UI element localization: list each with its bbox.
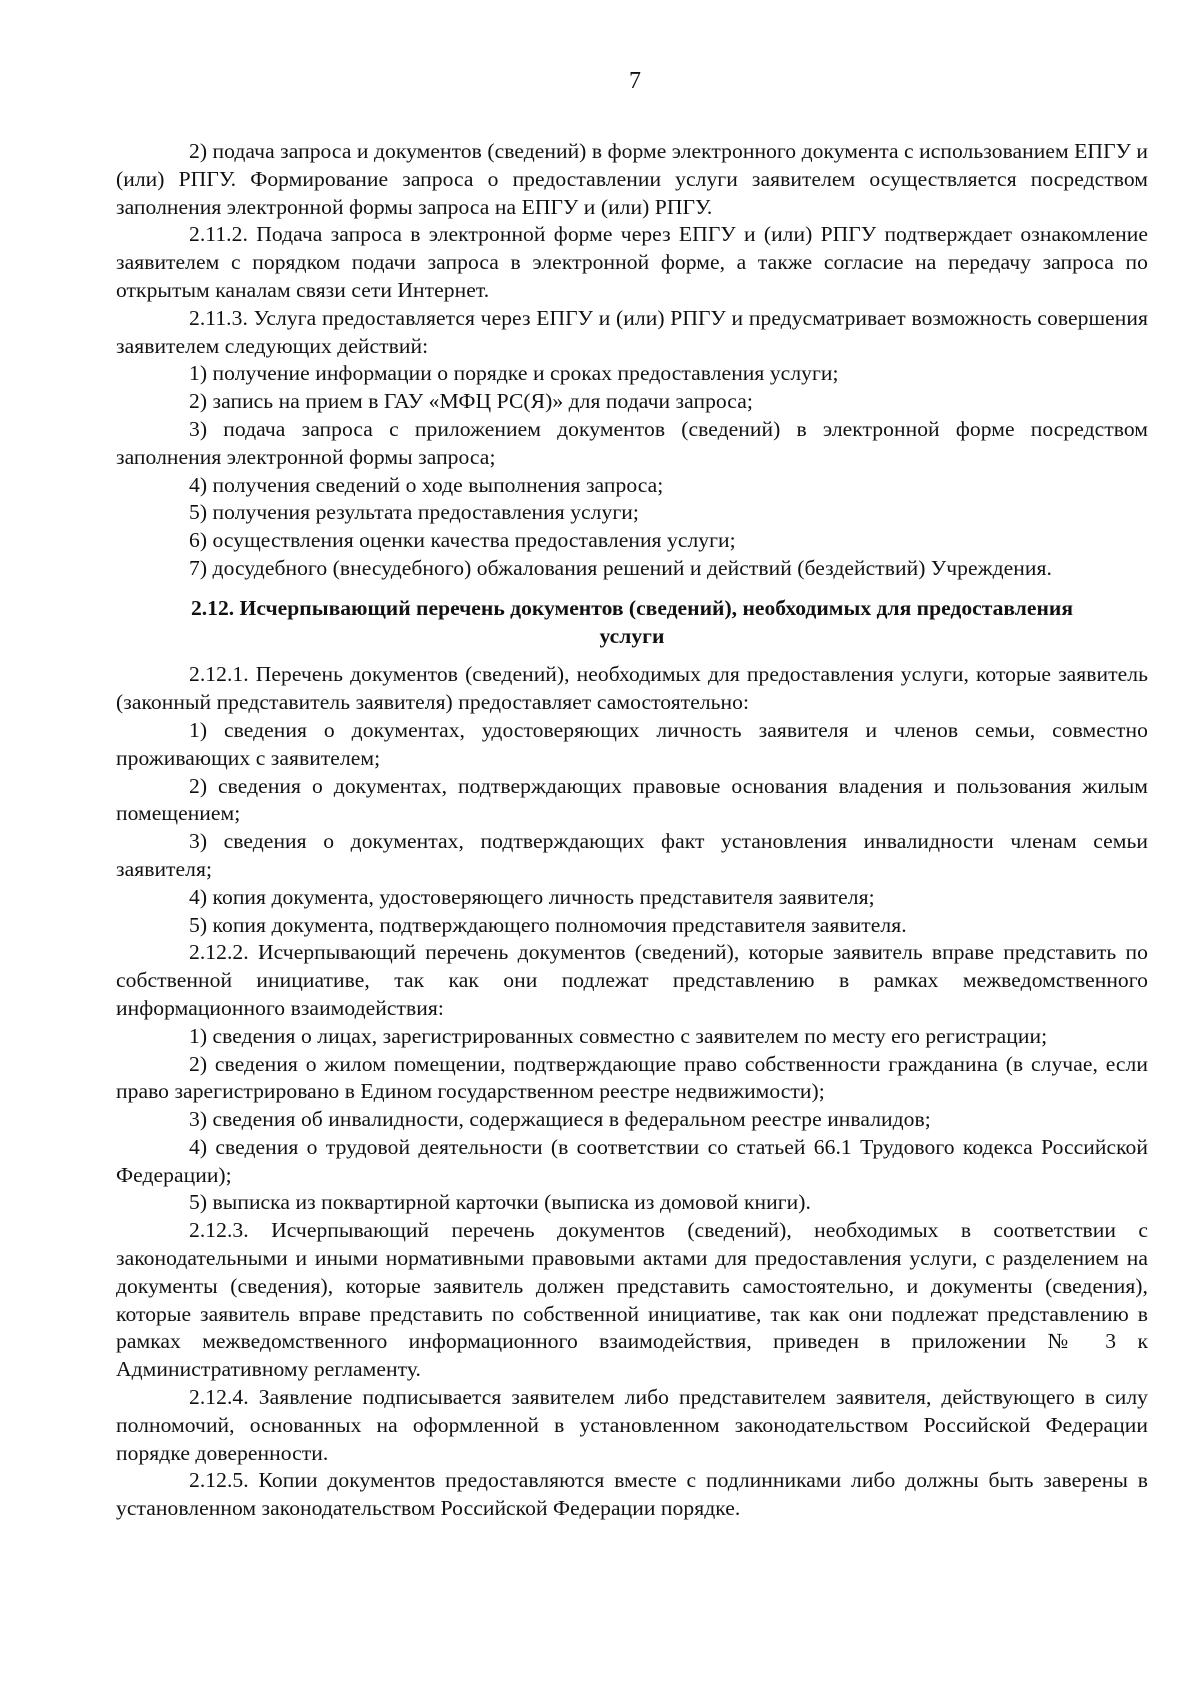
list-item: 6) осуществления оценки качества предоставления услуги; — [189, 528, 736, 553]
paragraph: 2.12.2. Исчерпывающий перечень документов (сведений), которые заявитель вправе представить по собственной инициативе, так как они подлежат представлению в рамках межведомственного информационного взаимодействия: — [116, 940, 1148, 1020]
list-item: 4) копия документа, удостоверяющего личность представителя заявителя; — [189, 884, 875, 909]
list-item: 2) сведения о документах, подтверждающих правовые основания владения и пользования жилым помещением; — [116, 773, 1148, 826]
section-heading-line: 2.12. Исчерпывающий перечень документов (сведений), необходимых для предоставления — [190, 595, 1074, 620]
list-item: 7) досудебного (внесудебного) обжалования решений и действий (бездействий) Учреждения. — [189, 555, 1052, 580]
body-block-1 — [116, 138, 1148, 583]
list-item: 2) сведения о жилом помещении, подтверждающие право собственности гражданина (в случае, если право зарегистрировано в Едином государственном реестре недвижимости); — [116, 1051, 1148, 1104]
list-item: 3) сведения о документах, подтверждающих факт установления инвалидности членам семьи заявителя; — [116, 829, 1148, 881]
list-item: 5) выписка из поквартирной карточки (выписка из домовой книги). — [189, 1190, 811, 1215]
list-item: 5) получения результата предоставления услуги; — [189, 500, 639, 525]
paragraph: 2.12.5. Копии документов предоставляются вместе с подлинниками либо должны быть заверены в установленном законодательством Российской Федерации порядке. — [116, 1468, 1148, 1521]
paragraph: 2.12.4. Заявление подписывается заявителем либо представителем заявителя, действующего в силу полномочий, основанных на оформленной в установленном законодательством Российской Федерации порядке доверенности. — [116, 1385, 1148, 1465]
paragraph: 2.11.2. Подача запроса в электронной форме через ЕПГУ и (или) РПГУ подтверждает ознакомление заявителем с порядком подачи запроса в электронной форме, а также согласие на передачу запроса по открытым каналам связи сети Интернет. — [116, 222, 1148, 302]
document-page — [116, 66, 1148, 1523]
paragraph: 2) подача запроса и документов (сведений) в форме электронного документа с использованием ЕПГУ и (или) РПГУ. Формирование запроса о предоставлении услуги заявителем осуществляется посредством заполнения электронной формы запроса на ЕПГУ и (или) РПГУ. — [116, 139, 1148, 219]
list-item: 4) получения сведений о ходе выполнения запроса; — [189, 472, 664, 497]
section-heading — [116, 595, 1148, 651]
paragraph: 2.11.3. Услуга предоставляется через ЕПГУ и (или) РПГУ и предусматривает возможность совершения заявителем следующих действий: — [116, 305, 1148, 358]
section-heading-line: услуги — [599, 623, 665, 648]
list-item: 1) сведения о лицах, зарегистрированных совместно с заявителем по месту его регистрации; — [189, 1023, 1048, 1048]
list-item: 4) сведения о трудовой деятельности (в соответствии со статьей 66.1 Трудового кодекса Российской Федерации); — [116, 1134, 1148, 1187]
paragraph: 2.12.1. Перечень документов (сведений), необходимых для предоставления услуги, которые заявитель (законный представитель заявителя) предоставляет самостоятельно: — [116, 662, 1148, 715]
body-block-2 — [116, 661, 1148, 1523]
list-item: 5) копия документа, подтверждающего полномочия представителя заявителя. — [189, 912, 907, 937]
list-item: 3) сведения об инвалидности, содержащиеся в федеральном реестре инвалидов; — [189, 1107, 931, 1132]
list-item: 1) сведения о документах, удостоверяющих личность заявителя и членов семьи, совместно проживающих с заявителем; — [116, 717, 1148, 770]
list-item: 1) получение информации о порядке и сроках предоставления услуги; — [189, 361, 839, 386]
page-number: 7 — [629, 68, 641, 94]
list-item: 2) запись на прием в ГАУ «МФЦ РС(Я)» для подачи запроса; — [189, 389, 753, 414]
paragraph: 2.12.3. Исчерпывающий перечень документов (сведений), необходимых в соответствии с законодательными и иными нормативными правовыми актами для предоставления услуги, с разделением на документы (сведения), которые заявитель должен представить самостоятельно, и документы (сведения), которые заявитель вправе представить по собственной инициативе, так как они подлежат представлению в рамках межведомственного информационного взаимодействия, приведен в приложении № 3 к Административному регламенту. — [116, 1218, 1148, 1382]
list-item: 3) подача запроса с приложением документов (сведений) в электронной форме посредством заполнения электронной формы запроса; — [116, 416, 1148, 469]
